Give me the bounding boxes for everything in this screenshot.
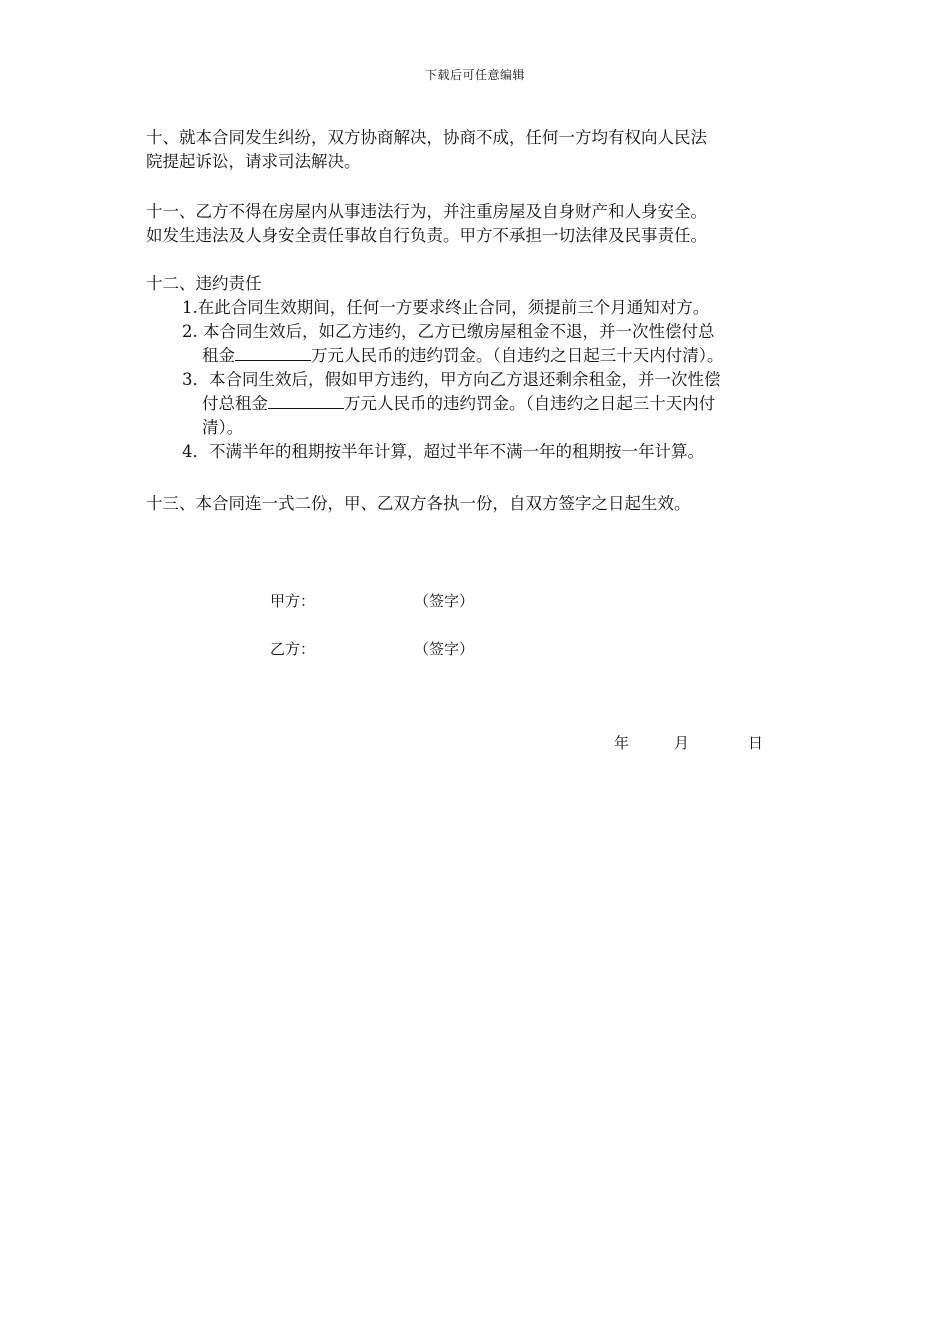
clause-12-item-4: 4．不满半年的租期按半年计算，超过半年不满一年的租期按一年计算。 bbox=[182, 442, 704, 461]
clause-10 bbox=[146, 126, 816, 174]
penalty-blank-line[interactable] bbox=[268, 394, 344, 409]
clause-12-item-2-line-1: 2. 本合同生效后，如乙方违约，乙方已缴房屋租金不退，并一次性偿付总 bbox=[182, 322, 715, 341]
party-a-signature[interactable]: （签字） bbox=[414, 592, 475, 610]
clause-11 bbox=[146, 200, 816, 248]
clause-11-line-1: 十一、乙方不得在房屋内从事违法行为，并注重房屋及自身财产和人身安全。 bbox=[146, 202, 707, 221]
date-year: 年 bbox=[614, 734, 630, 752]
item-2-prefix: 租金 bbox=[202, 346, 235, 365]
penalty-blank-line[interactable] bbox=[235, 346, 311, 361]
party-a-label: 甲方： bbox=[270, 592, 316, 610]
party-b-label: 乙方： bbox=[270, 640, 316, 658]
date-day: 日 bbox=[748, 734, 764, 752]
clause-12-item-2-line-2 bbox=[146, 344, 816, 368]
clause-12-title: 十二、违约责任 bbox=[146, 274, 262, 293]
party-b-signature[interactable]: （签字） bbox=[414, 640, 475, 658]
clause-13-line: 十三、本合同连一式二份，甲、乙双方各执一份，自双方签字之日起生效。 bbox=[146, 494, 691, 513]
item-3-suffix: 万元人民币的违约罚金。（自违约之日起三十天内付 bbox=[344, 394, 716, 413]
clause-11-line-2: 如发生违法及人身安全责任事故自行负责。甲方不承担一切法律及民事责任。 bbox=[146, 226, 707, 245]
clause-13 bbox=[146, 492, 816, 516]
clause-12-item-3-line-1: 3．本合同生效后，假如甲方违约，甲方向乙方退还剩余租金，并一次性偿 bbox=[182, 370, 721, 389]
clause-12-item-3-line-2 bbox=[146, 392, 816, 416]
clause-10-line-2: 院提起诉讼，请求司法解决。 bbox=[146, 152, 361, 171]
clause-12-item-3-line-3: 清）。 bbox=[202, 418, 244, 437]
clause-12 bbox=[146, 272, 816, 464]
page-header: 下载后可任意编辑 bbox=[424, 68, 525, 82]
clause-10-line-1: 十、就本合同发生纠纷，双方协商解决，协商不成，任何一方均有权向人民法 bbox=[146, 128, 707, 147]
item-2-suffix: 万元人民币的违约罚金。（自违约之日起三十天内付清）。 bbox=[311, 346, 724, 365]
clause-12-item-1: 1.在此合同生效期间，任何一方要求终止合同，须提前三个月通知对方。 bbox=[182, 298, 710, 317]
item-3-prefix: 付总租金 bbox=[202, 394, 268, 413]
date-month: 月 bbox=[674, 734, 690, 752]
